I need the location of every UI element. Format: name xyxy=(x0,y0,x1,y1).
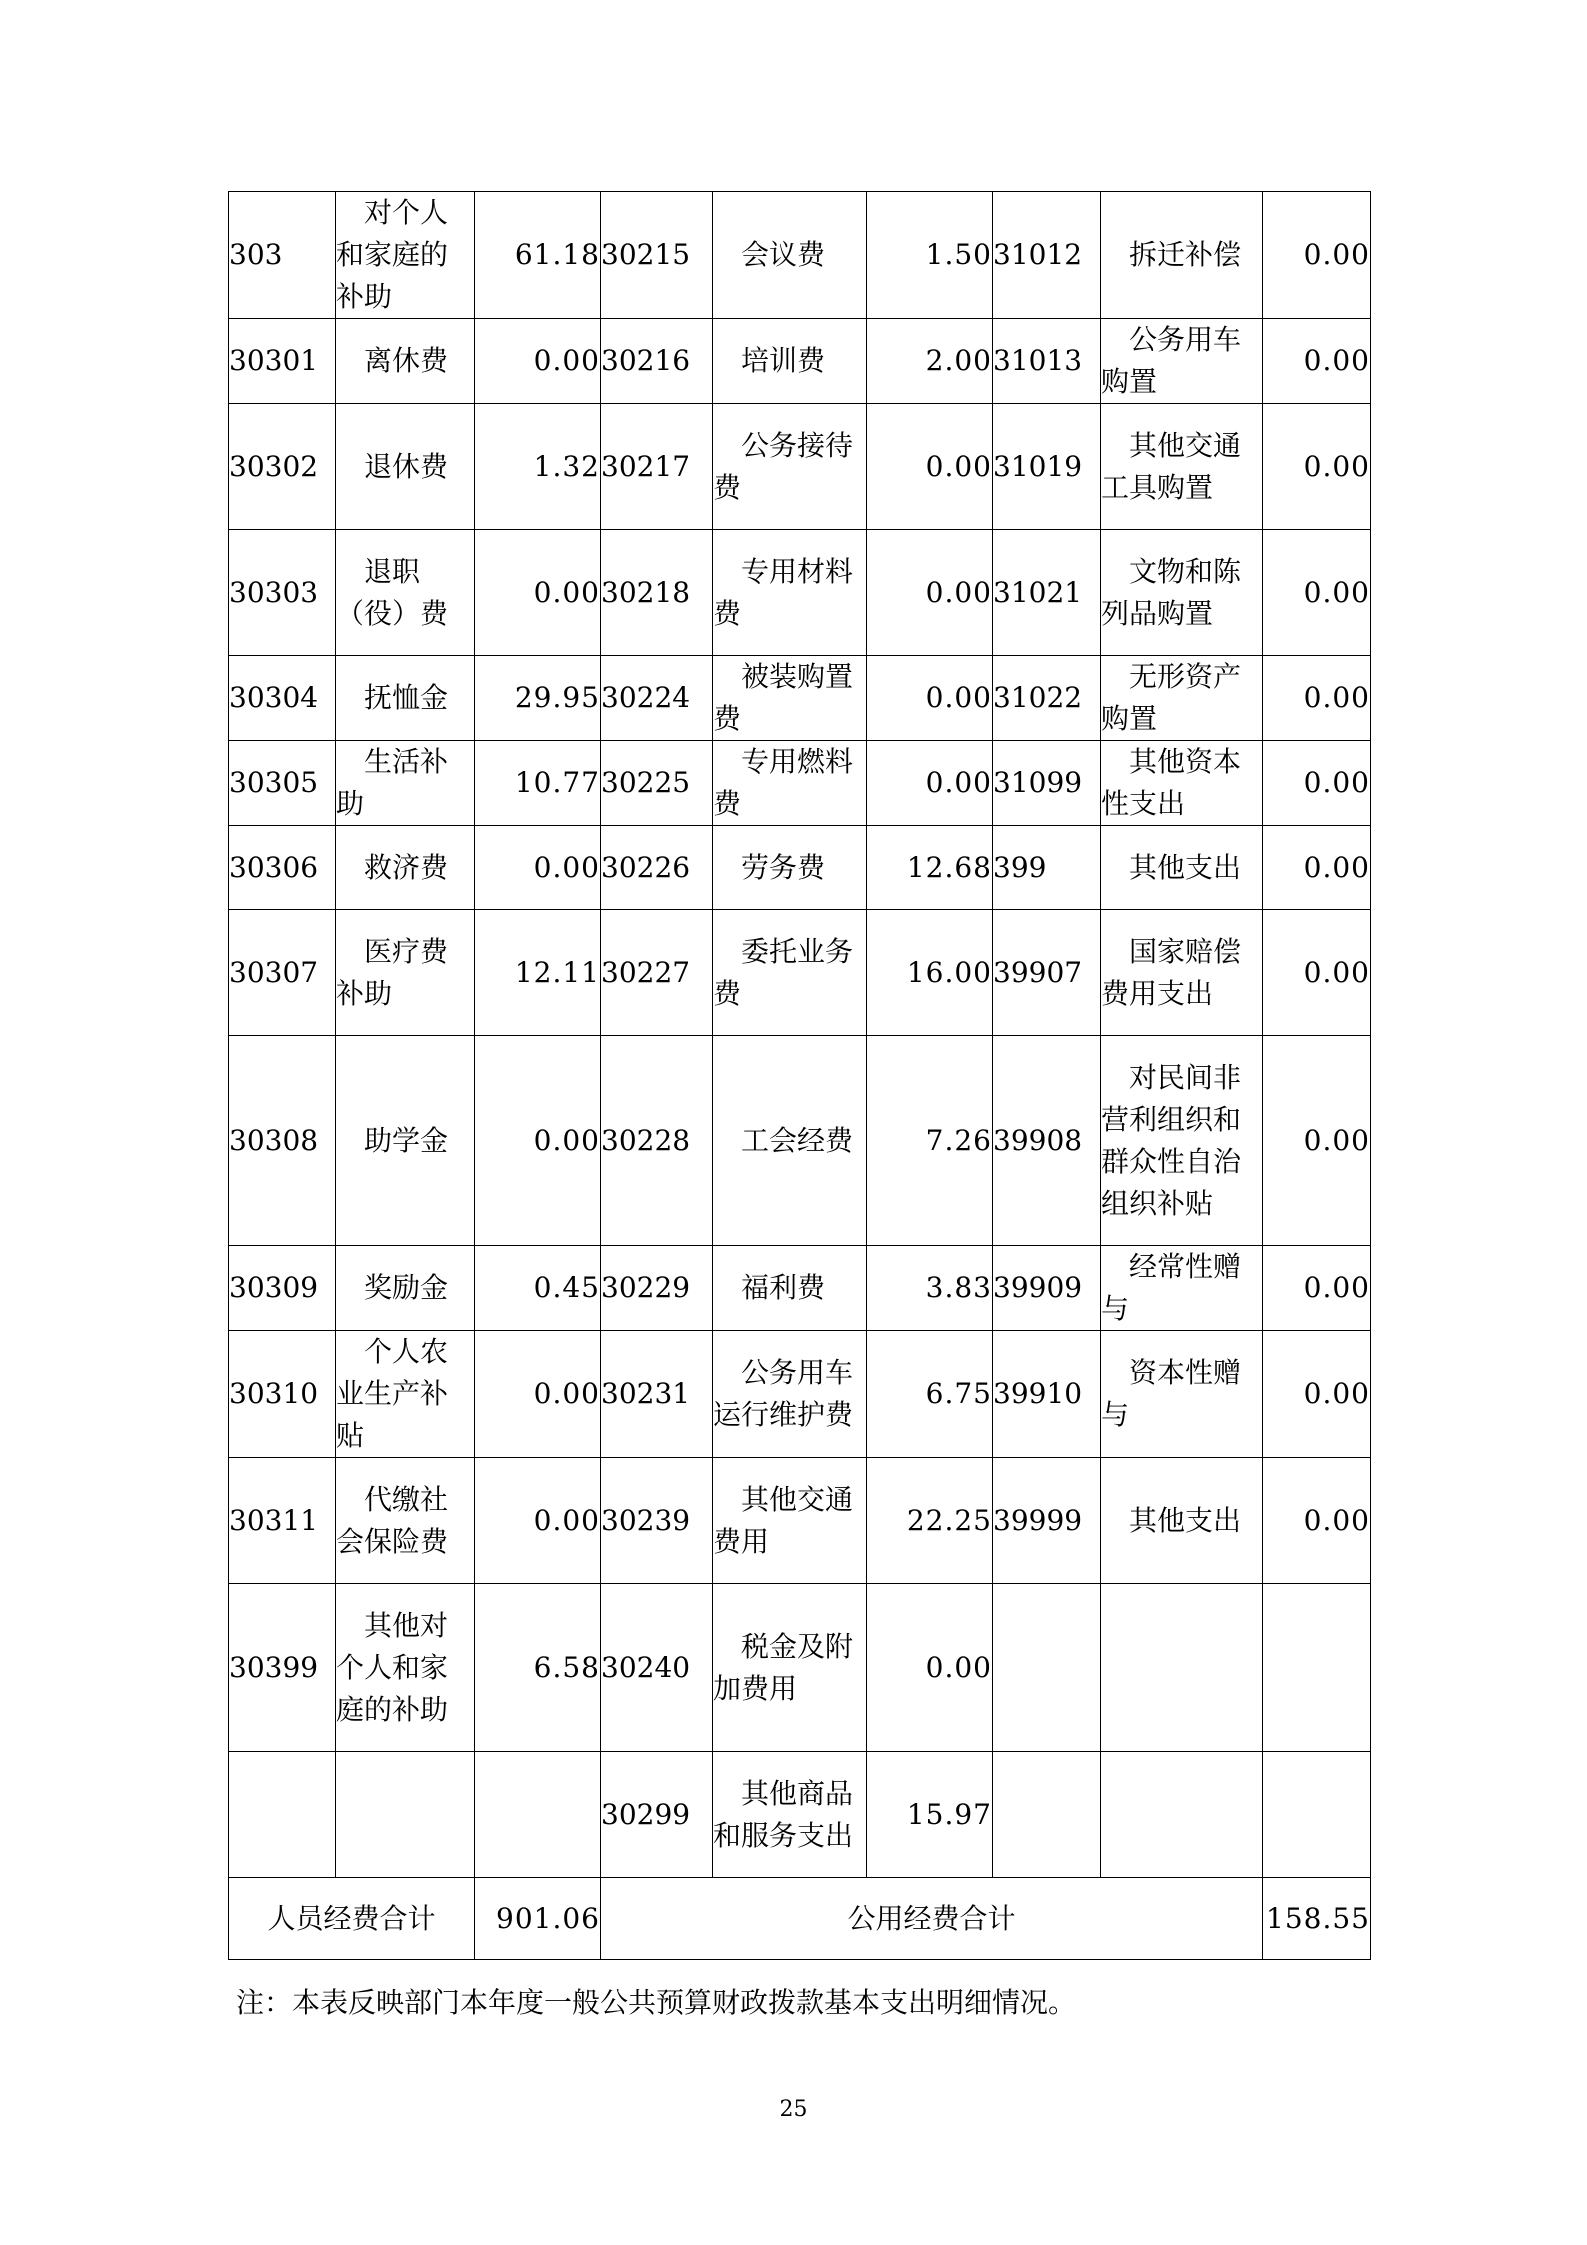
cell-name-2: 专用材料费 xyxy=(713,530,867,656)
cell-amount-2: 16.00 xyxy=(867,910,993,1036)
cell-amount-2: 3.83 xyxy=(867,1246,993,1331)
cell-code-1: 30308 xyxy=(229,1036,336,1246)
cell-amount-3: 0.00 xyxy=(1263,826,1371,910)
cell-amount-2: 15.97 xyxy=(867,1752,993,1878)
cell-code-1: 30309 xyxy=(229,1246,336,1331)
cell-name-3: 资本性赠与 xyxy=(1101,1331,1263,1458)
cell-name-1: 奖励金 xyxy=(336,1246,475,1331)
table-row xyxy=(229,1584,1371,1752)
cell-code-2: 30239 xyxy=(601,1458,713,1584)
cell-amount-3: 0.00 xyxy=(1263,319,1371,404)
expenditure-detail-table xyxy=(228,191,1371,1960)
cell-code-3: 31012 xyxy=(993,192,1101,319)
table-note: 注：本表反映部门本年度一般公共预算财政拨款基本支出明细情况。 xyxy=(236,1986,1077,2019)
cell-code-3: 39908 xyxy=(993,1036,1101,1246)
cell-name-3: 其他支出 xyxy=(1101,1458,1263,1584)
table-row xyxy=(229,1458,1371,1584)
cell-name-2: 税金及附加费用 xyxy=(713,1584,867,1752)
cell-amount-1: 6.58 xyxy=(475,1584,601,1752)
cell-name-3: 经常性赠与 xyxy=(1101,1246,1263,1331)
cell-amount-2: 22.25 xyxy=(867,1458,993,1584)
cell-code-2: 30224 xyxy=(601,656,713,741)
cell-amount-1: 61.18 xyxy=(475,192,601,319)
cell-code-1: 303 xyxy=(229,192,336,319)
cell-name-3: 对民间非营利组织和群众性自治组织补贴 xyxy=(1101,1036,1263,1246)
cell-code-2: 30225 xyxy=(601,741,713,826)
table-row xyxy=(229,741,1371,826)
cell-code-3: 31099 xyxy=(993,741,1101,826)
cell-amount-2: 0.00 xyxy=(867,741,993,826)
cell-name-2: 劳务费 xyxy=(713,826,867,910)
cell-amount-1: 12.11 xyxy=(475,910,601,1036)
cell-name-1: 退休费 xyxy=(336,404,475,530)
cell-code-3: 31019 xyxy=(993,404,1101,530)
totals-row xyxy=(229,1878,1371,1960)
table-row xyxy=(229,192,1371,319)
table-row xyxy=(229,1246,1371,1331)
cell-name-1: 抚恤金 xyxy=(336,656,475,741)
cell-code-3 xyxy=(993,1752,1101,1878)
cell-code-1 xyxy=(229,1752,336,1878)
cell-code-3: 39999 xyxy=(993,1458,1101,1584)
cell-name-1: 离休费 xyxy=(336,319,475,404)
cell-name-1: 个人农业生产补贴 xyxy=(336,1331,475,1458)
table-row xyxy=(229,910,1371,1036)
cell-name-1: 助学金 xyxy=(336,1036,475,1246)
cell-name-3: 其他资本性支出 xyxy=(1101,741,1263,826)
cell-name-1: 生活补助 xyxy=(336,741,475,826)
cell-amount-3: 0.00 xyxy=(1263,741,1371,826)
cell-name-3: 拆迁补偿 xyxy=(1101,192,1263,319)
cell-code-2: 30227 xyxy=(601,910,713,1036)
cell-code-1: 30302 xyxy=(229,404,336,530)
table-row xyxy=(229,1752,1371,1878)
cell-amount-3: 0.00 xyxy=(1263,530,1371,656)
table-row xyxy=(229,826,1371,910)
cell-name-1: 对个人和家庭的补助 xyxy=(336,192,475,319)
cell-name-1: 退职（役）费 xyxy=(336,530,475,656)
cell-amount-3: 0.00 xyxy=(1263,404,1371,530)
cell-name-1 xyxy=(336,1752,475,1878)
cell-code-2: 30226 xyxy=(601,826,713,910)
cell-code-2: 30299 xyxy=(601,1752,713,1878)
cell-code-3: 399 xyxy=(993,826,1101,910)
cell-name-3: 无形资产购置 xyxy=(1101,656,1263,741)
cell-code-3: 39907 xyxy=(993,910,1101,1036)
cell-code-1: 30311 xyxy=(229,1458,336,1584)
cell-amount-2: 12.68 xyxy=(867,826,993,910)
cell-code-1: 30306 xyxy=(229,826,336,910)
cell-name-2: 会议费 xyxy=(713,192,867,319)
cell-amount-2: 7.26 xyxy=(867,1036,993,1246)
table-row xyxy=(229,530,1371,656)
cell-amount-1: 1.32 xyxy=(475,404,601,530)
cell-amount-1: 10.77 xyxy=(475,741,601,826)
cell-code-1: 30399 xyxy=(229,1584,336,1752)
cell-amount-3 xyxy=(1263,1584,1371,1752)
table-row xyxy=(229,404,1371,530)
table-row xyxy=(229,1036,1371,1246)
cell-name-2: 其他交通费用 xyxy=(713,1458,867,1584)
cell-amount-3: 0.00 xyxy=(1263,1246,1371,1331)
cell-code-3 xyxy=(993,1584,1101,1752)
cell-code-2: 30215 xyxy=(601,192,713,319)
cell-amount-2: 0.00 xyxy=(867,404,993,530)
cell-name-2: 委托业务费 xyxy=(713,910,867,1036)
cell-name-1: 代缴社会保险费 xyxy=(336,1458,475,1584)
personnel-total-label: 人员经费合计 xyxy=(229,1878,475,1960)
cell-amount-3: 0.00 xyxy=(1263,910,1371,1036)
cell-code-2: 30231 xyxy=(601,1331,713,1458)
cell-code-3: 39910 xyxy=(993,1331,1101,1458)
public-total-amount: 158.55 xyxy=(1263,1878,1371,1960)
cell-code-1: 30301 xyxy=(229,319,336,404)
cell-code-2: 30240 xyxy=(601,1584,713,1752)
cell-name-1: 医疗费补助 xyxy=(336,910,475,1036)
table-row xyxy=(229,656,1371,741)
cell-name-3 xyxy=(1101,1584,1263,1752)
cell-amount-2: 0.00 xyxy=(867,1584,993,1752)
cell-name-2: 专用燃料费 xyxy=(713,741,867,826)
cell-name-2: 其他商品和服务支出 xyxy=(713,1752,867,1878)
cell-amount-1: 0.00 xyxy=(475,319,601,404)
table-row xyxy=(229,319,1371,404)
cell-amount-2: 6.75 xyxy=(867,1331,993,1458)
cell-name-3 xyxy=(1101,1752,1263,1878)
cell-name-2: 福利费 xyxy=(713,1246,867,1331)
cell-amount-1: 0.00 xyxy=(475,1036,601,1246)
cell-amount-3: 0.00 xyxy=(1263,1036,1371,1246)
cell-name-3: 国家赔偿费用支出 xyxy=(1101,910,1263,1036)
cell-code-2: 30229 xyxy=(601,1246,713,1331)
cell-code-2: 30228 xyxy=(601,1036,713,1246)
cell-amount-2: 0.00 xyxy=(867,656,993,741)
cell-name-3: 文物和陈列品购置 xyxy=(1101,530,1263,656)
cell-name-3: 公务用车购置 xyxy=(1101,319,1263,404)
cell-code-1: 30304 xyxy=(229,656,336,741)
cell-amount-1: 0.00 xyxy=(475,1331,601,1458)
cell-code-1: 30305 xyxy=(229,741,336,826)
cell-amount-1 xyxy=(475,1752,601,1878)
cell-amount-2: 1.50 xyxy=(867,192,993,319)
cell-amount-1: 0.00 xyxy=(475,1458,601,1584)
table-row xyxy=(229,1331,1371,1458)
cell-name-3: 其他支出 xyxy=(1101,826,1263,910)
cell-code-2: 30218 xyxy=(601,530,713,656)
public-total-label: 公用经费合计 xyxy=(601,1878,1263,1960)
cell-amount-3 xyxy=(1263,1752,1371,1878)
personnel-total-amount: 901.06 xyxy=(475,1878,601,1960)
cell-code-3: 39909 xyxy=(993,1246,1101,1331)
cell-amount-3: 0.00 xyxy=(1263,656,1371,741)
cell-code-3: 31013 xyxy=(993,319,1101,404)
cell-name-2: 工会经费 xyxy=(713,1036,867,1246)
cell-code-2: 30217 xyxy=(601,404,713,530)
cell-amount-3: 0.00 xyxy=(1263,1331,1371,1458)
cell-name-1: 救济费 xyxy=(336,826,475,910)
cell-code-3: 31022 xyxy=(993,656,1101,741)
cell-code-1: 30303 xyxy=(229,530,336,656)
cell-code-1: 30307 xyxy=(229,910,336,1036)
cell-name-2: 被装购置费 xyxy=(713,656,867,741)
cell-amount-2: 0.00 xyxy=(867,530,993,656)
cell-name-3: 其他交通工具购置 xyxy=(1101,404,1263,530)
cell-amount-1: 0.45 xyxy=(475,1246,601,1331)
cell-name-2: 培训费 xyxy=(713,319,867,404)
cell-code-3: 31021 xyxy=(993,530,1101,656)
cell-amount-1: 0.00 xyxy=(475,530,601,656)
cell-amount-1: 29.95 xyxy=(475,656,601,741)
cell-amount-3: 0.00 xyxy=(1263,1458,1371,1584)
cell-amount-2: 2.00 xyxy=(867,319,993,404)
cell-amount-1: 0.00 xyxy=(475,826,601,910)
cell-amount-3: 0.00 xyxy=(1263,192,1371,319)
cell-code-1: 30310 xyxy=(229,1331,336,1458)
cell-name-2: 公务接待费 xyxy=(713,404,867,530)
page-number: 25 xyxy=(779,2097,808,2122)
cell-code-2: 30216 xyxy=(601,319,713,404)
cell-name-1: 其他对个人和家庭的补助 xyxy=(336,1584,475,1752)
cell-name-2: 公务用车运行维护费 xyxy=(713,1331,867,1458)
